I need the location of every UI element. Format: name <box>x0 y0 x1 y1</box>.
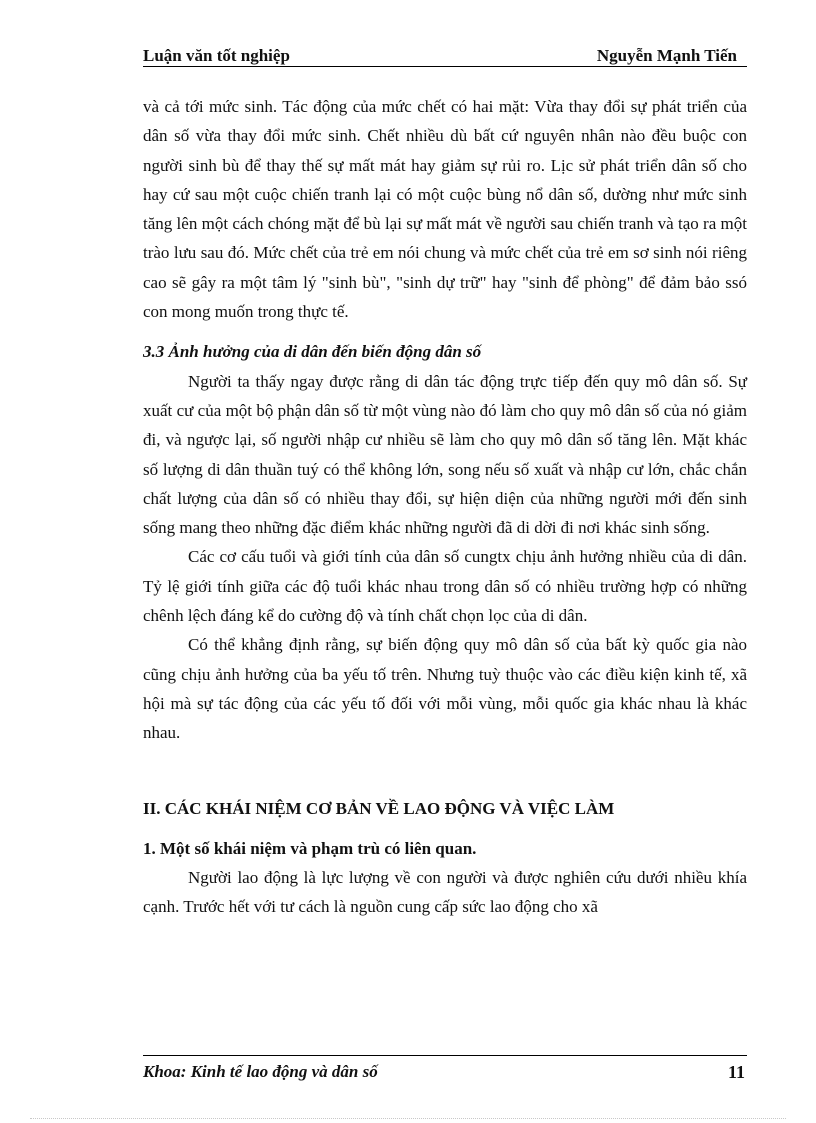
page-bottom-divider <box>30 1118 786 1119</box>
page-number: 11 <box>727 1062 745 1082</box>
chapter-heading-ii: II. CÁC KHÁI NIỆM CƠ BẢN VỀ LAO ĐỘNG VÀ VIỆC LÀM <box>143 798 615 818</box>
section-heading-3-3: 3.3 Ảnh hưởng của di dân đến biến động dân số <box>143 342 482 362</box>
page-header <box>143 46 747 67</box>
header-thesis-title: Luận văn tốt nghiệp <box>143 46 290 65</box>
paragraph-mortality-effects: và cả tới mức sinh. Tác động của mức chết có hai mặt: Vừa thay đổi sự phát triển của dân số vừa thay đổi mức sinh. Chết nhiều dù bất cứ nguyên nhân nào đều buộc con người sinh bù để thay thế sự mất mát hay giảm sự rủi ro. Lịc sử phát triển dân số cho hay cứ sau một cuộc chiến tranh lại có một cuộc bùng nổ dân số, dường như mức sinh tăng lên một cách chóng mặt để bù lại sự mất mát về người sau chiến tranh và tạo ra một trào lưu sau đó. Mức chết của trẻ em nói chung và mức chết của trẻ em sơ sinh nói riêng cao sẽ gây ra một tâm lý "sinh bù", "sinh dự trữ" hay "sinh để phòng" để đảm bảo ssó con mong muốn trong thực tế. <box>143 97 747 322</box>
section-heading-1: 1. Một số khái niệm và phạm trù có liên quan. <box>143 838 477 858</box>
footer-faculty: Khoa: Kinh tế lao động và dân số <box>143 1062 378 1081</box>
page-body <box>143 92 747 922</box>
paragraph-age-sex-structure: Các cơ cấu tuổi và giới tính của dân số cungtx chịu ảnh hưởng nhiều của di dân. Tỷ lệ giới tính giữa các độ tuổi khác nhau trong dân số có nhiều trường hợp có những chênh lệch đáng kể do cường độ và tính chất chọn lọc của di dân. <box>143 547 747 626</box>
paragraph-labor-definition: Người lao động là lực lượng về con người và được nghiên cứu dưới nhiều khía cạnh. Trước hết với tư cách là nguồn cung cấp sức lao động cho xã <box>143 868 747 917</box>
page-footer <box>143 1055 747 1086</box>
paragraph-conclusion: Có thể khẳng định rằng, sự biến động quy mô dân số của bất kỳ quốc gia nào cũng chịu ảnh hưởng của ba yếu tố trên. Nhưng tuỳ thuộc vào các điều kiện kinh tế, xã hội mà sự tác động của các yếu tố đối với mỗi vùng, mỗi quốc gia khác nhau là khác nhau. <box>143 635 747 743</box>
header-author-name: Nguyễn Mạnh Tiến <box>596 46 737 65</box>
paragraph-migration-scale: Người ta thấy ngay được rằng di dân tác động trực tiếp đến quy mô dân số. Sự xuất cư của một bộ phận dân số từ một vùng nào đó làm cho quy mô dân số của nó giảm đi, và ngược lại, số người nhập cư nhiều sẽ làm cho quy mô dân số tăng lên. Mặt khác số lượng di dân thuần tuý có thể không lớn, song nếu số xuất và nhập cư lớn, chắc chắn chất lượng của dân số có nhiều thay đổi, sự hiện diện của những người mới đến sinh sống mang theo những đặc điểm khác những người đã di dời đi nơi khác sinh sống. <box>143 371 747 538</box>
